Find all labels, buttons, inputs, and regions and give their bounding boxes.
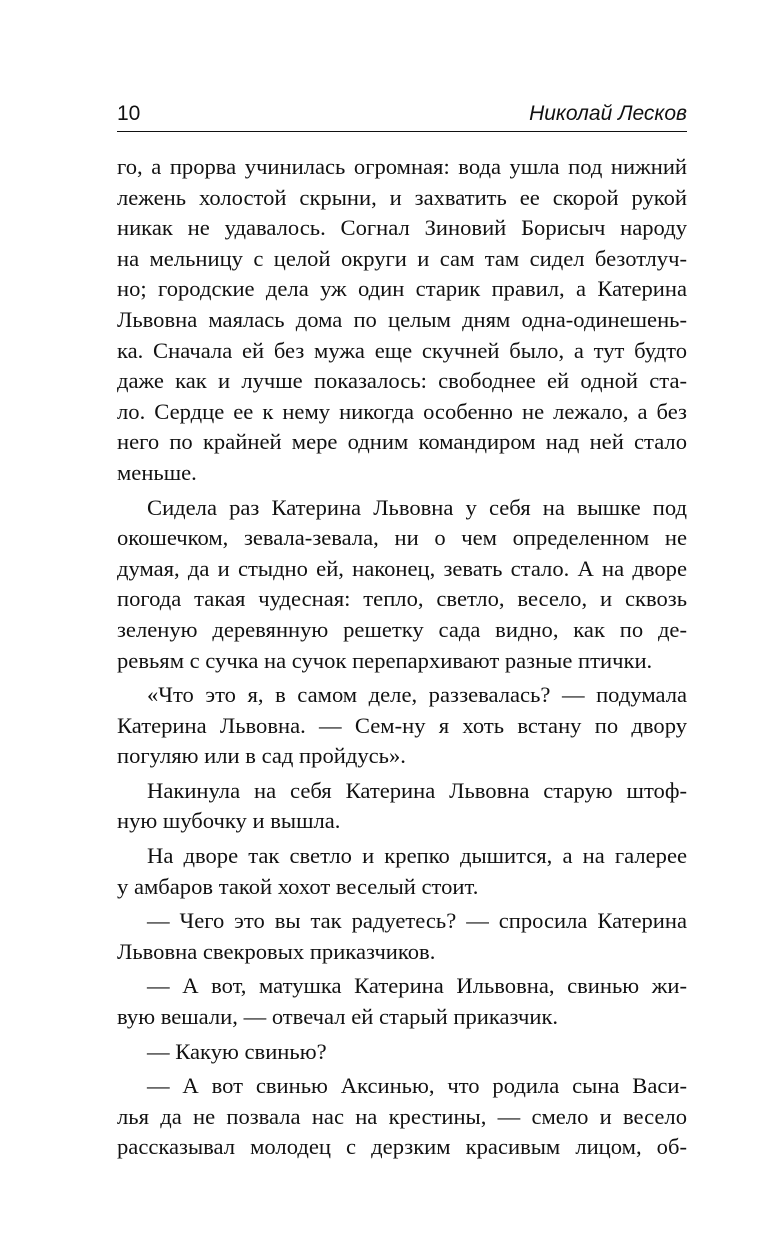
text-line: думая, да и стыдно ей, наконец, зевать стало. А на дворе (117, 555, 687, 581)
text-line: но; городские дела уж один старик правил, а Катерина (117, 276, 687, 302)
paragraph (117, 971, 687, 1032)
paragraph (117, 906, 687, 967)
text-line: — Какую свинью? (147, 1038, 327, 1064)
text-line: на мельницу с целой округи и сам там сидел безотлуч- (117, 245, 687, 271)
paragraph (117, 152, 687, 489)
text-line: ло. Сердце ее к нему никогда особенно не лежало, а без (117, 398, 687, 424)
text-line: рассказывал молодец с дерзким красивым лицом, об- (117, 1134, 687, 1160)
text-line: Катерина Львовна. — Сем-ну я хоть встану по двору (117, 712, 687, 738)
text-line: даже как и лучше показалось: свободнее ей одной ста- (117, 368, 687, 394)
text-line: — А вот свинью Аксинью, что родила сына Васи- (147, 1073, 687, 1099)
text-line: — Чего это вы так радуетесь? — спросила Катерина (147, 908, 687, 934)
text-line: На дворе так светло и крепко дышится, а на галерее (147, 843, 687, 869)
text-line: погода такая чудесная: тепло, светло, весело, и сквозь (117, 586, 687, 612)
text-line: окошечком, зевала-зевала, ни о чем определенном не (117, 525, 687, 551)
text-line: вую вешали, — отвечал ей старый приказчик. (117, 1004, 559, 1030)
text-line: зеленую деревянную решетку сада видно, как по де- (117, 616, 687, 642)
page-number: 10 (117, 102, 141, 125)
header-rule (117, 131, 687, 132)
text-line: погуляю или в сад пройдусь». (117, 743, 406, 769)
text-line: го, а прорва учинилась огромная: вода ушла под нижний (117, 154, 687, 179)
text-line: ка. Сначала ей без мужа еще скучней было, а тут будто (117, 337, 687, 363)
text-line: у амбаров такой хохот веселый стоит. (117, 873, 479, 899)
text-line: Львовна маялась дома по целым дням одна-одинешень- (117, 306, 687, 332)
text-line: меньше. (117, 459, 197, 485)
running-title: Николай Лесков (529, 102, 687, 125)
text-line: ную шубочку и вышла. (117, 808, 341, 834)
text-line: лежень холостой скрыни, и захватить ее скорой рукой (117, 184, 687, 210)
text-line: Сидела раз Катерина Львовна у себя на вышке под (147, 494, 687, 520)
text-line: — А вот, матушка Катерина Ильвовна, свинью жи- (147, 973, 687, 999)
text-line: лья да не позвала нас на крестины, — смело и весело (117, 1103, 687, 1129)
body-text (117, 152, 687, 1167)
paragraph (117, 776, 687, 837)
paragraph (117, 1037, 687, 1068)
text-line: ревьям с сучка на сучок перепархивают разные птички. (117, 647, 653, 673)
page-header (117, 98, 687, 130)
paragraph (117, 680, 687, 772)
paragraph (117, 841, 687, 902)
text-line: никак не удавалось. Согнал Зиновий Борисыч народу (117, 215, 687, 241)
text-line: «Что это я, в самом деле, раззевалась? — подумала (147, 682, 687, 708)
text-line: Львовна свекровых приказчиков. (117, 938, 436, 964)
text-line: него по крайней мере одним командиром над ней стало (117, 429, 687, 455)
text-line: Накинула на себя Катерина Львовна старую штоф- (147, 777, 687, 803)
paragraph (117, 493, 687, 677)
paragraph (117, 1071, 687, 1163)
